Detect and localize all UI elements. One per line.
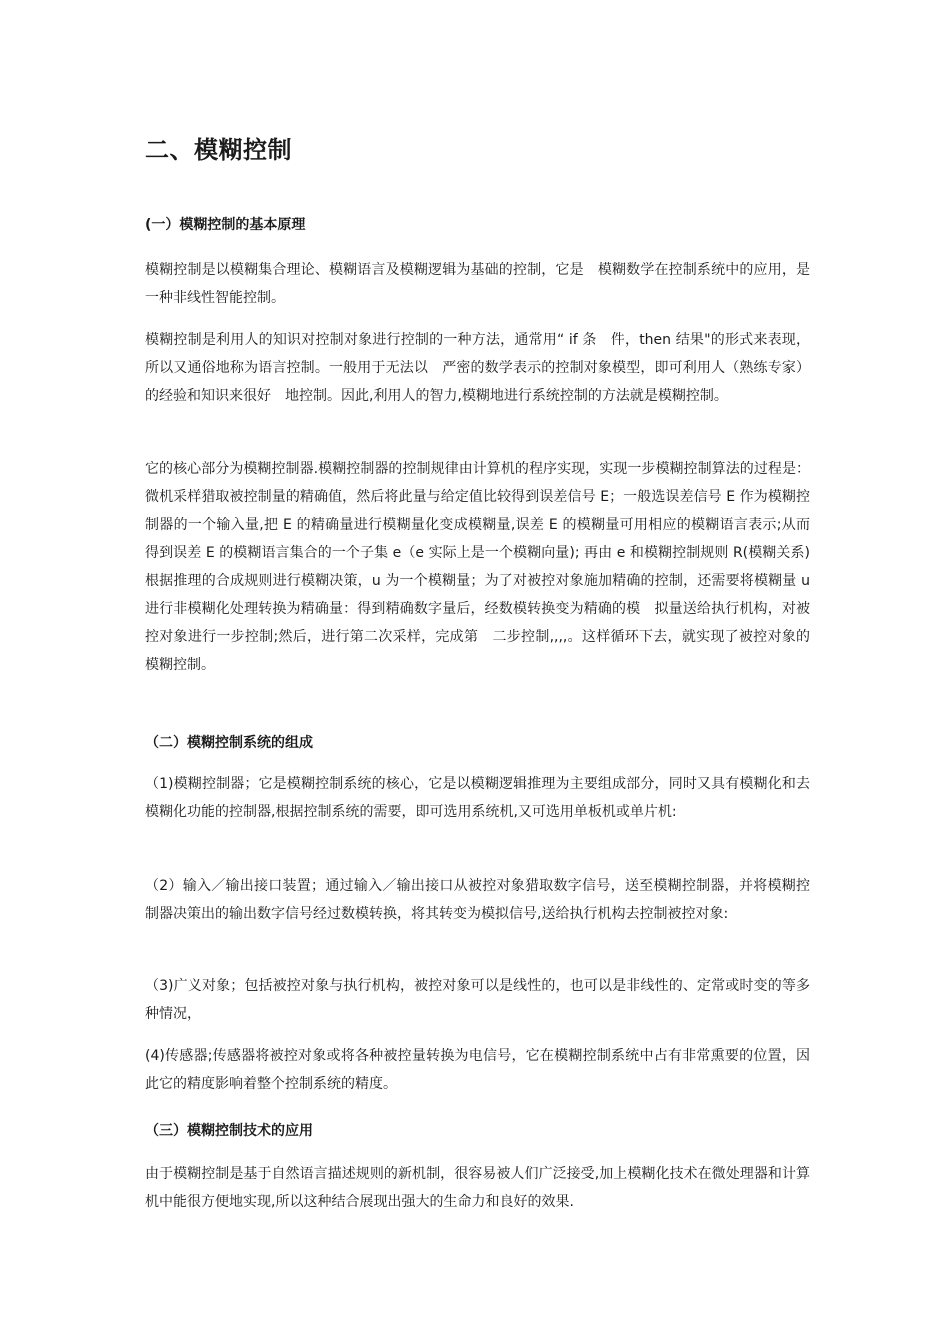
paragraph: 由于模糊控制是基于自然语言描述规则的新机制，很容易被人们广泛接受,加上模糊化技术在微处理器和计算机中能很方便地实现,所以这种结合展现出强大的生命力和良好的效果. [145, 1166, 810, 1210]
paragraph: 模糊控制是利用人的知识对控制对象进行控制的一种方法，通常用“ if 条 件，then 结果"的形式来表现，所以又通俗地称为语言控制。一般用于无法以 严密的数学表示的控制对象模型，即可利用人（熟练专家）的经验和知识来很好 地控制。因此,利用人的智力,模糊地进行系统控制的方法就是模糊控制。 [145, 332, 810, 404]
section-heading-composition: （二）模糊控制系统的组成 [145, 735, 313, 751]
paragraph: （2）输入／输出接口装置；通过输入／输出接口从被控对象猎取数字信号，送至模糊控制器，并将模糊控制器决策出的输出数字信号经过数模转换，将其转变为模拟信号,送给执行机构去控制被控对象: [145, 878, 810, 922]
paragraph: 模糊控制是以模糊集合理论、模糊语言及模糊逻辑为基础的控制，它是 模糊数学在控制系统中的应用，是一种非线性智能控制。 [145, 262, 810, 306]
section-heading-application: （三）模糊控制技术的应用 [145, 1123, 313, 1139]
section-heading-principle: (一）模糊控制的基本原理 [145, 217, 306, 233]
paragraph: (4)传感器;传感器将被控对象或将各种被控量转换为电信号，它在模糊控制系统中占有非常熏要的位置，因此它的精度影响着整个控制系统的精度。 [145, 1048, 810, 1092]
paragraph: （1)模糊控制器；它是模糊控制系统的核心，它是以模糊逻辑推理为主要组成部分，同时又具有模糊化和去模糊化功能的控制器,根据控制系统的需要，即可选用系统机,又可选用单板机或单片机: [145, 776, 810, 820]
paragraph: （3)广义对象；包括被控对象与执行机构，被控对象可以是线性的，也可以是非线性的、定常或时变的等多种情况， [145, 978, 810, 1022]
page-title: 二、模糊控制 [145, 136, 292, 164]
paragraph: 它的核心部分为模糊控制器.模糊控制器的控制规律由计算机的程序实现，实现一步模糊控制算法的过程是：微机采样猎取被控制量的精确值，然后将此量与给定值比较得到误差信号 E；一般选误差信号 E 作为模糊控制器的一个输入量,把 E 的精确量进行模糊量化变成模糊量,误差 E 的模糊量可用相应的模糊语言表示;从而得到误差 E 的模糊语言集合的一个子集 e（e 实际上是一个模糊向量); 再由 e 和模糊控制规则 R(模糊关系)根据推理的合成规则进行模糊决策，u 为一个模糊量；为了对被控对象施加精确的控制，还需要将模糊量 u 进行非模糊化处理转换为精确量：得到精确数字量后，经数模转换变为精确的模 拟量送给执行机构，对被控对象进行一步控制;然后，进行第二次采样，完成第 二步控制,,,,。这样循环下去，就实现了被控对象的模糊控制。 [145, 461, 810, 673]
